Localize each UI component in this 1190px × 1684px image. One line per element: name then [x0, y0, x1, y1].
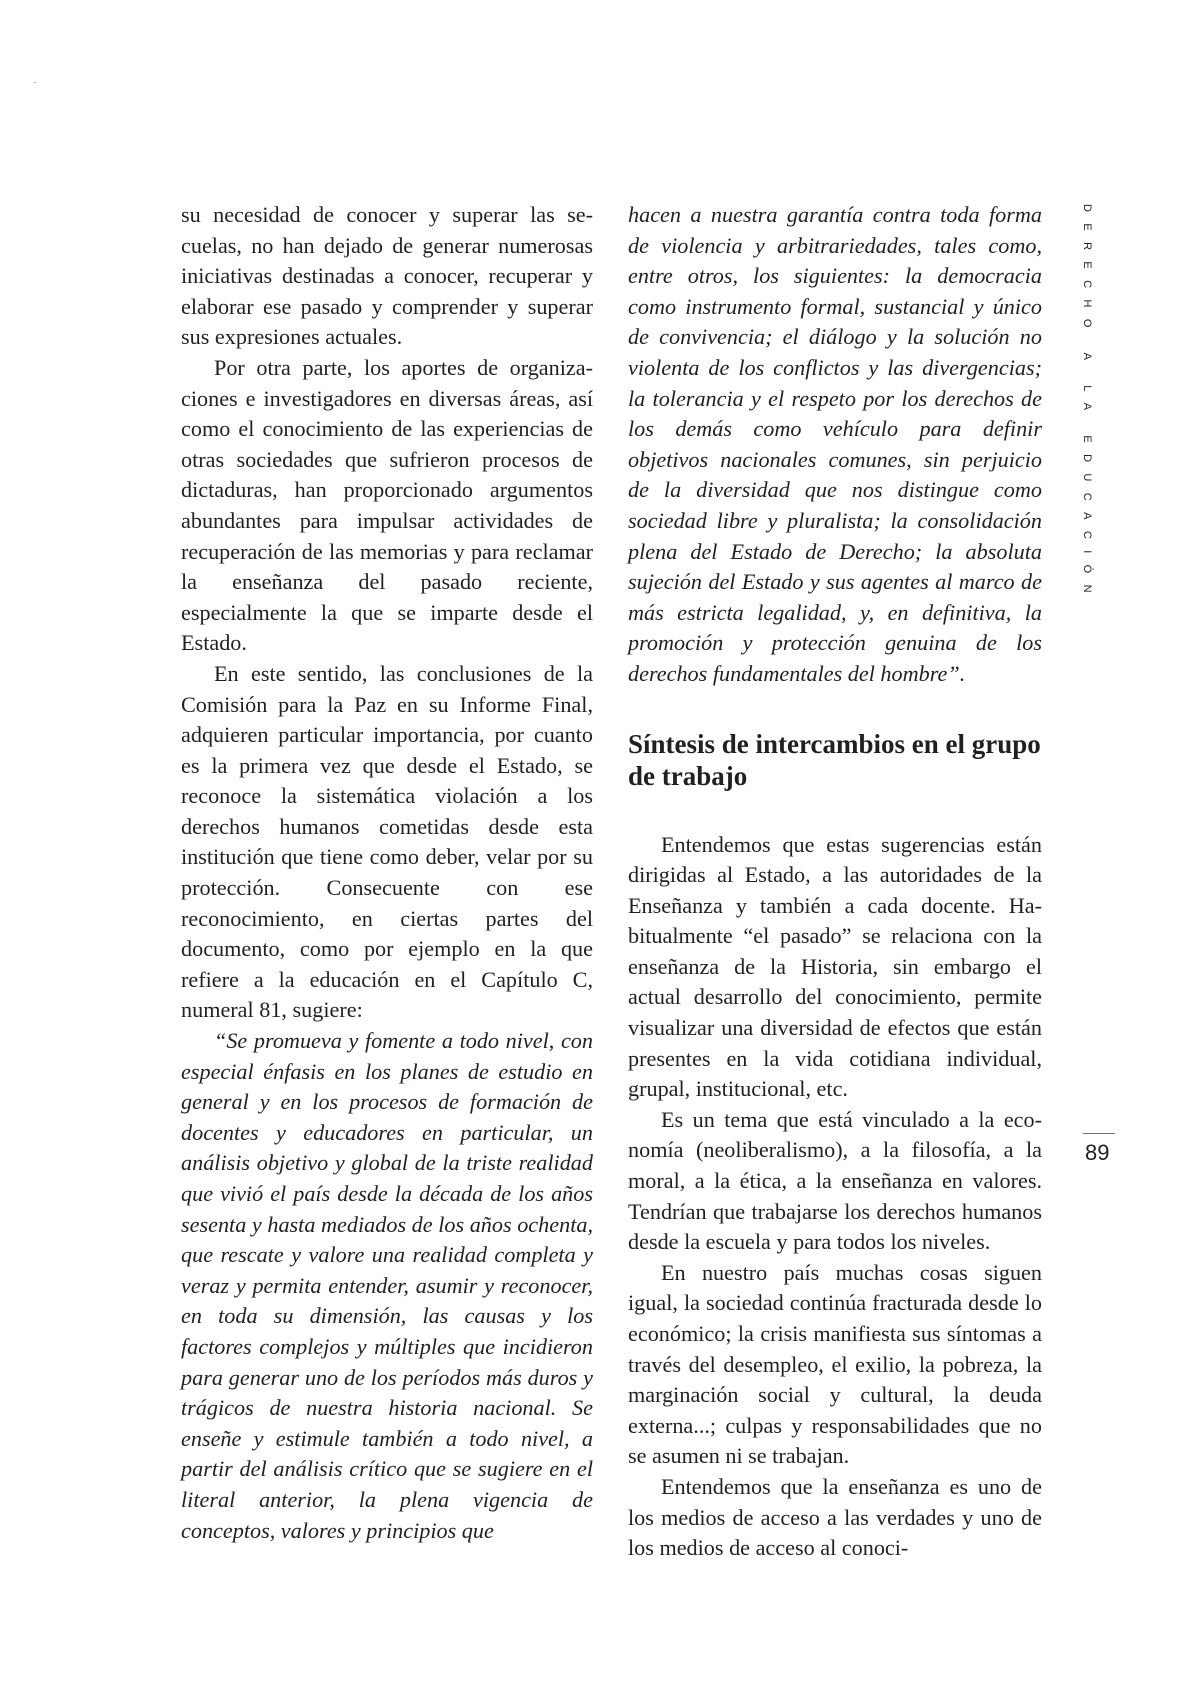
page-number-rule [1083, 1133, 1115, 1134]
block-quote-continued: hacen a nuestra garantía contra toda forma de violencia y arbitrariedades, tales como, entre otros, los siguientes: la democracia como instrumento formal, sustancial y único de convivencia; el diálogo y la solución no violenta de los conflictos y las divergencias; la tolerancia y el respeto por los derechos de los demás como vehículo para definir objetivos nacionales comunes, sin perjuicio de la diversidad que nos distingue como sociedad libre y pluralista; la consolidación plena del Estado de Derecho; la absoluta sujeción del Estado y sus agentes al marco de más estricta legalidad, y, en definitiva, la promoción y protección genuina de los derechos fundamentales del hombre”. [628, 202, 1042, 686]
body-paragraph: Por otra parte, los aportes de organizaciones e investigadores en diversas áreas, así como el conocimiento de las experiencias de otras sociedades que sufrieron procesos de dictaduras, han proporcionado argumentos abundantes para impulsar actividades de recuperación de las memorias y para reclamar la enseñanza del pasado reciente, especialmente la que se imparte desde el Estado. [181, 354, 593, 656]
block-quote: “Se promueva y fomente a todo nivel, con especial énfasis en los planes de estudio en general y en los procesos de formación de docentes y educadores en particular, un análisis objetivo y global de la triste realidad que vivió el país desde la década de los años sesenta y hasta mediados de los años ochenta, que rescate y valore una realidad completa y veraz y permita entender, asumir y reconocer, en toda su dimensión, las causas y los factores complejos y múltiples que incidieron para generar uno de los períodos más duros y trágicos de nuestra historia nacional. Se enseñe y estimule también a todo nivel, a partir del análisis crítico que se sugiere en el literal anterior, la plena vigencia de conceptos, valores y principios que [181, 1028, 593, 1543]
body-paragraph: En este sentido, las conclusiones de la Comisión para la Paz en su Informe Final, adquieren particular importancia, por cuanto es la primera vez que desde el Estado, se reconoce la sistemática violación a los derechos humanos cometidas desde esta institución que tiene como deber, velar por su protección. Consecuente con ese reconocimiento, en ciertas partes del documento, como por ejemplo en la que refiere a la educación en el Capítulo C, numeral 81, sugiere: [181, 660, 593, 1023]
right-column [628, 200, 1042, 1564]
body-paragraph: su necesidad de conocer y superar las secuelas, no han dejado de generar numerosas iniciativas destinadas a conocer, recuperar y elaborar ese pasado y comprender y superar sus expresiones actuales. [181, 202, 593, 350]
page-number: 89 [1085, 1140, 1110, 1165]
body-paragraph: Entendemos que la enseñanza es uno de los medios de acceso a las verdades y uno de los medios de acceso al conoci- [628, 1473, 1042, 1561]
body-paragraph: Entendemos que estas sugerencias están dirigidas al Estado, a las autoridades de la Enseñanza y también a cada docente. Habitualmente “el pasado” se relaciona con la enseñanza de la Historia, sin embargo el actual desarrollo del conocimiento, permite visualizar una diversidad de efectos que están presentes en la vida cotidiana individual, grupal, institucional, etc. [628, 831, 1042, 1102]
left-column [181, 200, 593, 1546]
scan-artifact-dot [34, 82, 36, 83]
body-paragraph: En nuestro país muchas cosas siguen igual, la sociedad continúa fracturada desde lo económico; la crisis manifiesta sus síntomas a través del desempleo, el exilio, la pobreza, la marginación social y cultural, la deuda externa...; culpas y responsabilidades que no se asumen ni se trabajan. [628, 1259, 1042, 1469]
section-heading: Síntesis de intercambios en el grupo de trabajo [628, 728, 1041, 791]
body-paragraph: Es un tema que está vinculado a la economía (neoliberalismo), a la filosofía, a la moral, a la ética, a la enseñanza en valores. Tendrían que trabajarse los derechos humanos desde la escuela y para todos los niveles. [628, 1106, 1042, 1255]
running-head: DERECHO A LA EDUCACIÓN [1081, 204, 1093, 604]
